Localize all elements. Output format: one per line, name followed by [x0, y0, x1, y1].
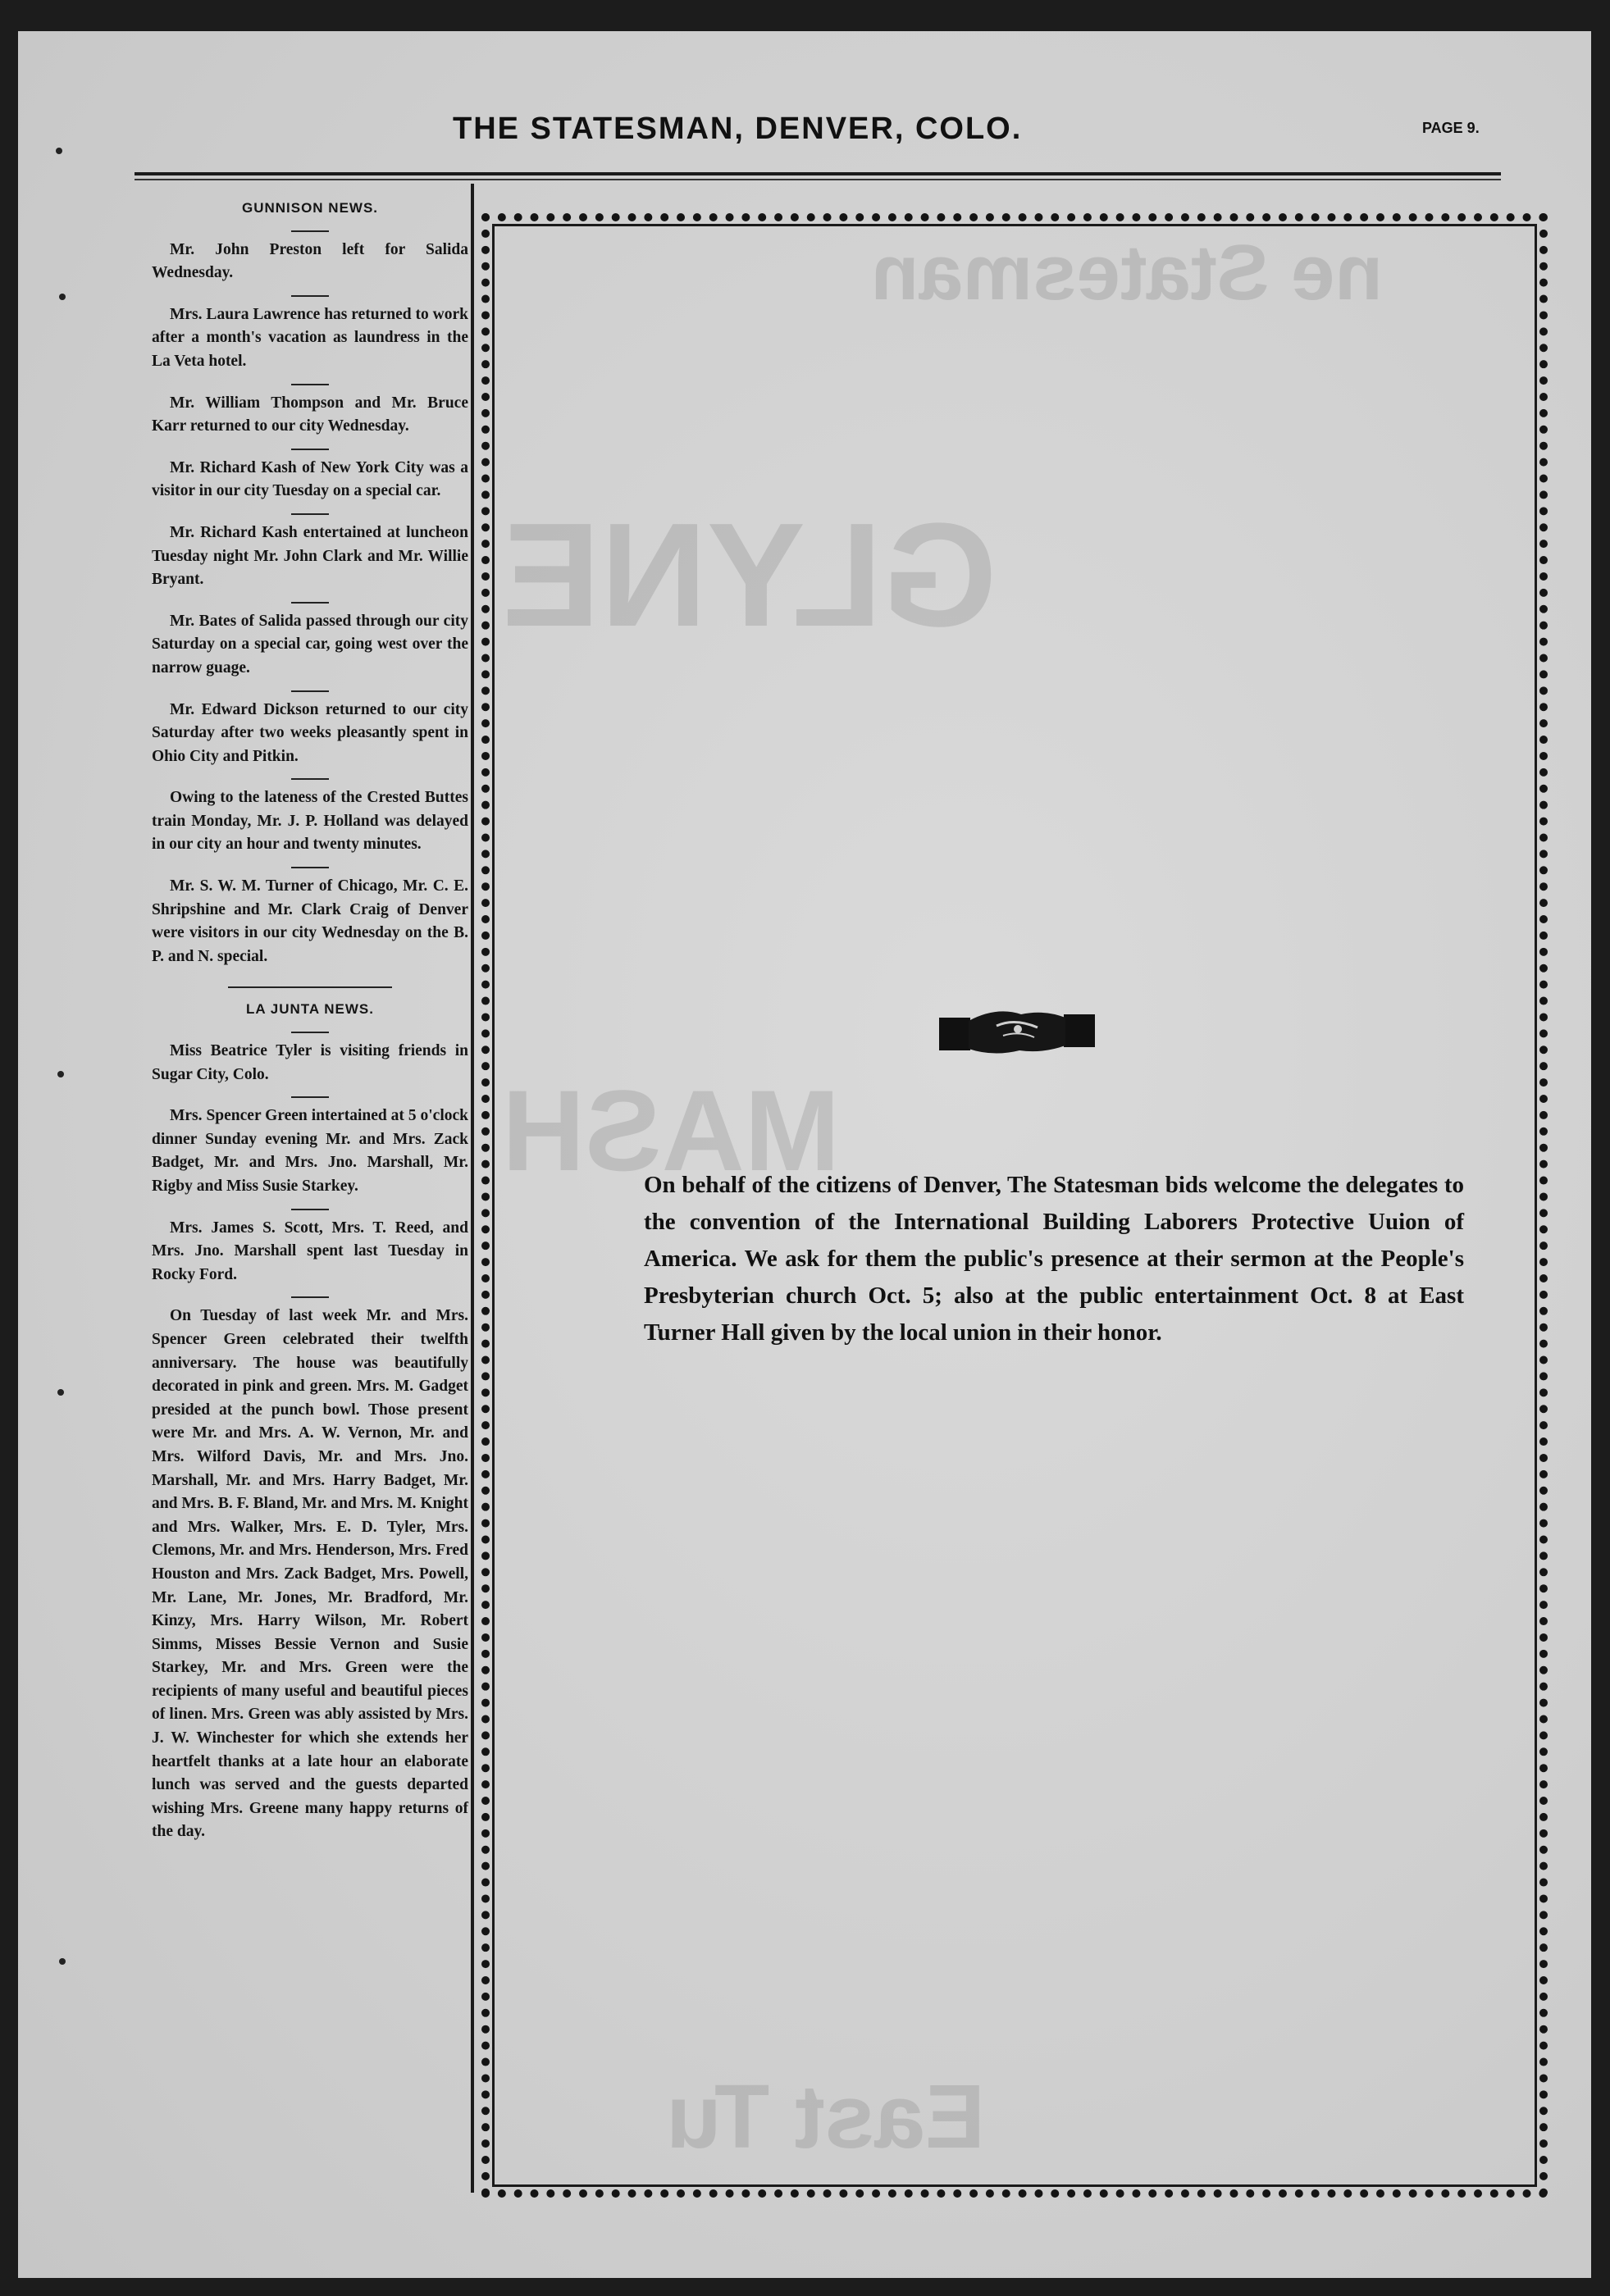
news-item: Mr. William Thompson and Mr. Bruce Karr returned to our city Wednesday.: [152, 394, 468, 435]
news-item: Mr. Bates of Salida passed through our city Saturday on a special car, going west over the narrow guage.: [152, 612, 468, 676]
news-item: Mr. S. W. M. Turner of Chicago, Mr. C. E. Shripshine and Mr. Clark Craig of Denver were visitors in our city Wednesday on the B. P. and N. special.: [152, 877, 468, 965]
handshake-icon: [939, 1003, 1095, 1060]
item-separator: [291, 1296, 329, 1298]
bleed-through-decoration: MASH: [502, 1066, 841, 1195]
bleed-through-decoration: GLYNE: [502, 493, 997, 658]
announcement-body: [513, 244, 1517, 2166]
section-heading-la-junta: LA JUNTA NEWS.: [246, 1001, 374, 1018]
item-separator: [291, 1032, 329, 1033]
news-item: Mrs. Laura Lawrence has returned to work after a month's vacation as laundress in the La Veta hotel.: [152, 305, 468, 370]
news-item: On Tuesday of last week Mr. and Mrs. Spencer Green celebrated their twelfth anniversary. The house was beautifully decorated in pink and green. Mrs. M. Gadget presided at the punch bowl. Those present were Mr. and Mrs. A. W. Vernon, Mr. and Mrs. Wilford Davis, Mr. and Mrs. Jno. Marshall, Mr. and Mrs. Harry Badget, Mr. and Mrs. B. F. Bland, Mr. and Mrs. M. Knight and Mrs. Walker, Mrs. E. D. Tyler, Mrs. Clemons, Mr. and Mrs. Henderson, Mrs. Fred Houston and Mrs. Zack Badget, Mrs. Powell, Mr. Lane, Mr. Jones, Mr. Bradford, Mr. Kinzy, Mrs. Harry Wilson, Mr. Robert Simms, Misses Bessie Vernon and Susie Starkey, Mr. and Mrs. Green were the recipients of many useful and beautiful pieces of linen. Mrs. Green was ably assisted by Mrs. J. W. Winchester for which she extends her heartfelt thanks at a late hour an elaborate lunch was served and the guests departed wishing Mrs. Greene many happy returns of the day.: [152, 1307, 468, 1841]
item-separator: [291, 690, 329, 692]
section-separator: [228, 986, 392, 988]
edge-mark: [59, 294, 66, 300]
welcome-announcement: On behalf of the citizens of Denver, The Statesman bids welcome the delegates to the convention of the International Building Laborers Protective Uuion of America. We ask for them the public's presence at their sermon at the People's Presbyterian church Oct. 5; also at the public entertainment Oct. 8 at East Turner Hall given by the local union in their honor.: [644, 1172, 1464, 1346]
item-separator: [291, 778, 329, 780]
newspaper-title: THE STATESMAN, DENVER, COLO.: [453, 112, 1023, 146]
news-item: Mrs. James S. Scott, Mrs. T. Reed, and Mrs. Jno. Marshall spent last Tuesday in Rocky Ford.: [152, 1219, 468, 1283]
item-separator: [291, 513, 329, 515]
item-separator: [291, 449, 329, 450]
bleed-through-decoration: ne Statesman: [871, 229, 1384, 317]
item-separator: [291, 1096, 329, 1098]
news-item: Mr. John Preston left for Salida Wednesday.: [152, 240, 468, 282]
news-item: Mr. Richard Kash of New York City was a visitor in our city Tuesday on a special car.: [152, 458, 468, 500]
bleed-through-decoration: East Tu: [666, 2066, 986, 2167]
news-item: Owing to the lateness of the Crested Buttes train Monday, Mr. J. P. Holland was delayed in our city an hour and twenty minutes.: [152, 789, 468, 854]
news-column: [152, 187, 468, 1844]
news-item: Mr. Richard Kash entertained at luncheon Tuesday night Mr. John Clark and Mr. Willie Bryant.: [152, 523, 468, 589]
item-separator: [291, 384, 329, 385]
page-number: PAGE 9.: [1422, 120, 1480, 136]
column-rule: [471, 184, 474, 2193]
item-separator: [291, 295, 329, 297]
news-item: Miss Beatrice Tyler is visiting friends in Sugar City, Colo.: [152, 1042, 468, 1083]
section-heading-gunnison: GUNNISON NEWS.: [241, 200, 379, 216]
masthead: [18, 112, 1591, 169]
item-separator: [291, 230, 329, 232]
newspaper-page: [18, 31, 1591, 2278]
edge-mark: [59, 1958, 66, 1965]
news-item: Mr. Edward Dickson returned to our city Saturday after two weeks pleasantly spent in Ohio City and Pitkin.: [152, 700, 468, 765]
item-separator: [291, 1209, 329, 1210]
edge-mark: [57, 1389, 64, 1396]
item-separator: [291, 867, 329, 868]
item-separator: [291, 602, 329, 604]
announcement-frame: [481, 213, 1548, 2198]
header-rule: [135, 172, 1501, 175]
edge-mark: [57, 1071, 64, 1077]
header-rule-thin: [135, 179, 1501, 180]
news-item: Mrs. Spencer Green intertained at 5 o'clock dinner Sunday evening Mr. and Mrs. Zack Badget, Mr. and Mrs. Jno. Marshall, Mr. Rigby and Miss Susie Starkey.: [152, 1107, 468, 1195]
edge-mark: [56, 148, 62, 154]
